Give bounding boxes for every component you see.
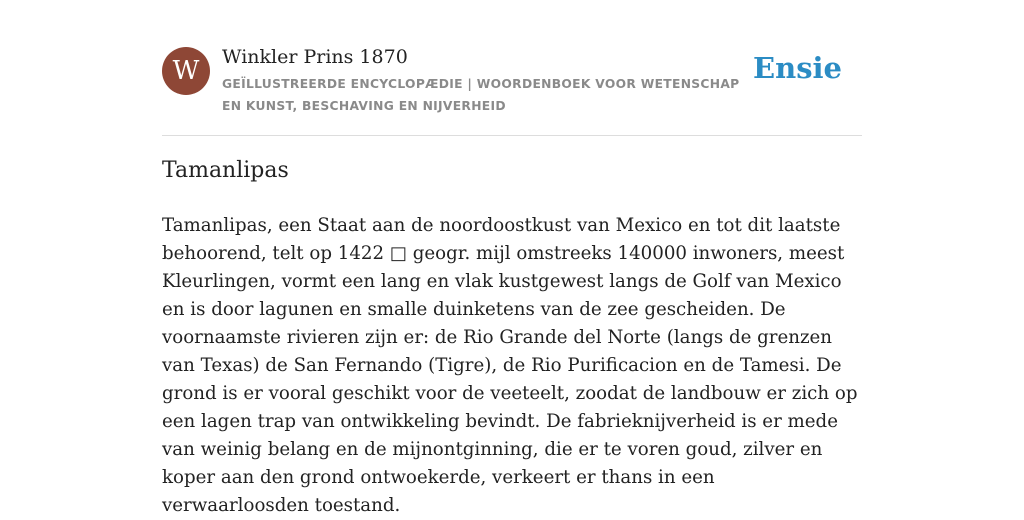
source-subtitle: GEÏLLUSTREERDE ENCYCLOPÆDIE | WOORDENBOEK VOOR WETENSCHAP EN KUNST, BESCHAVING EN NIJVERHEID — [222, 77, 740, 113]
source-avatar[interactable]: W — [162, 47, 210, 95]
source-title[interactable]: Winkler Prins 1870 — [222, 46, 408, 68]
ensie-logo-link[interactable]: Ensie — [753, 51, 842, 85]
page-header — [162, 45, 862, 136]
entry-title: Tamanlipas — [162, 158, 289, 183]
entry-body: Tamanlipas, een Staat aan de noordoostkust van Mexico en tot dit laatste behoorend, telt op 1422 □ geogr. mijl omstreeks 140000 inwoners, meest Kleurlingen, vormt een lang en vlak kustgewest langs de Golf van Mexico en is door lagunen en smalle duinketens van de zee gescheiden. De voornaamste rivieren zijn er: de Rio Grande del Norte (langs de grenzen van Texas) de San Fernando (Tigre), de Rio Purificacion en de Tamesi. De grond is er vooral geschikt voor de veeteelt, zoodat de landbouw er zich op een lagen trap van ontwikkeling bevindt. De fabrieknijverheid is er mede van weinig belang en de mijnontginning, die er te voren goud, zilver en koper aan den grond ontwoekerde, verkeert er thans in een verwaarloosden toestand. — [162, 215, 858, 516]
